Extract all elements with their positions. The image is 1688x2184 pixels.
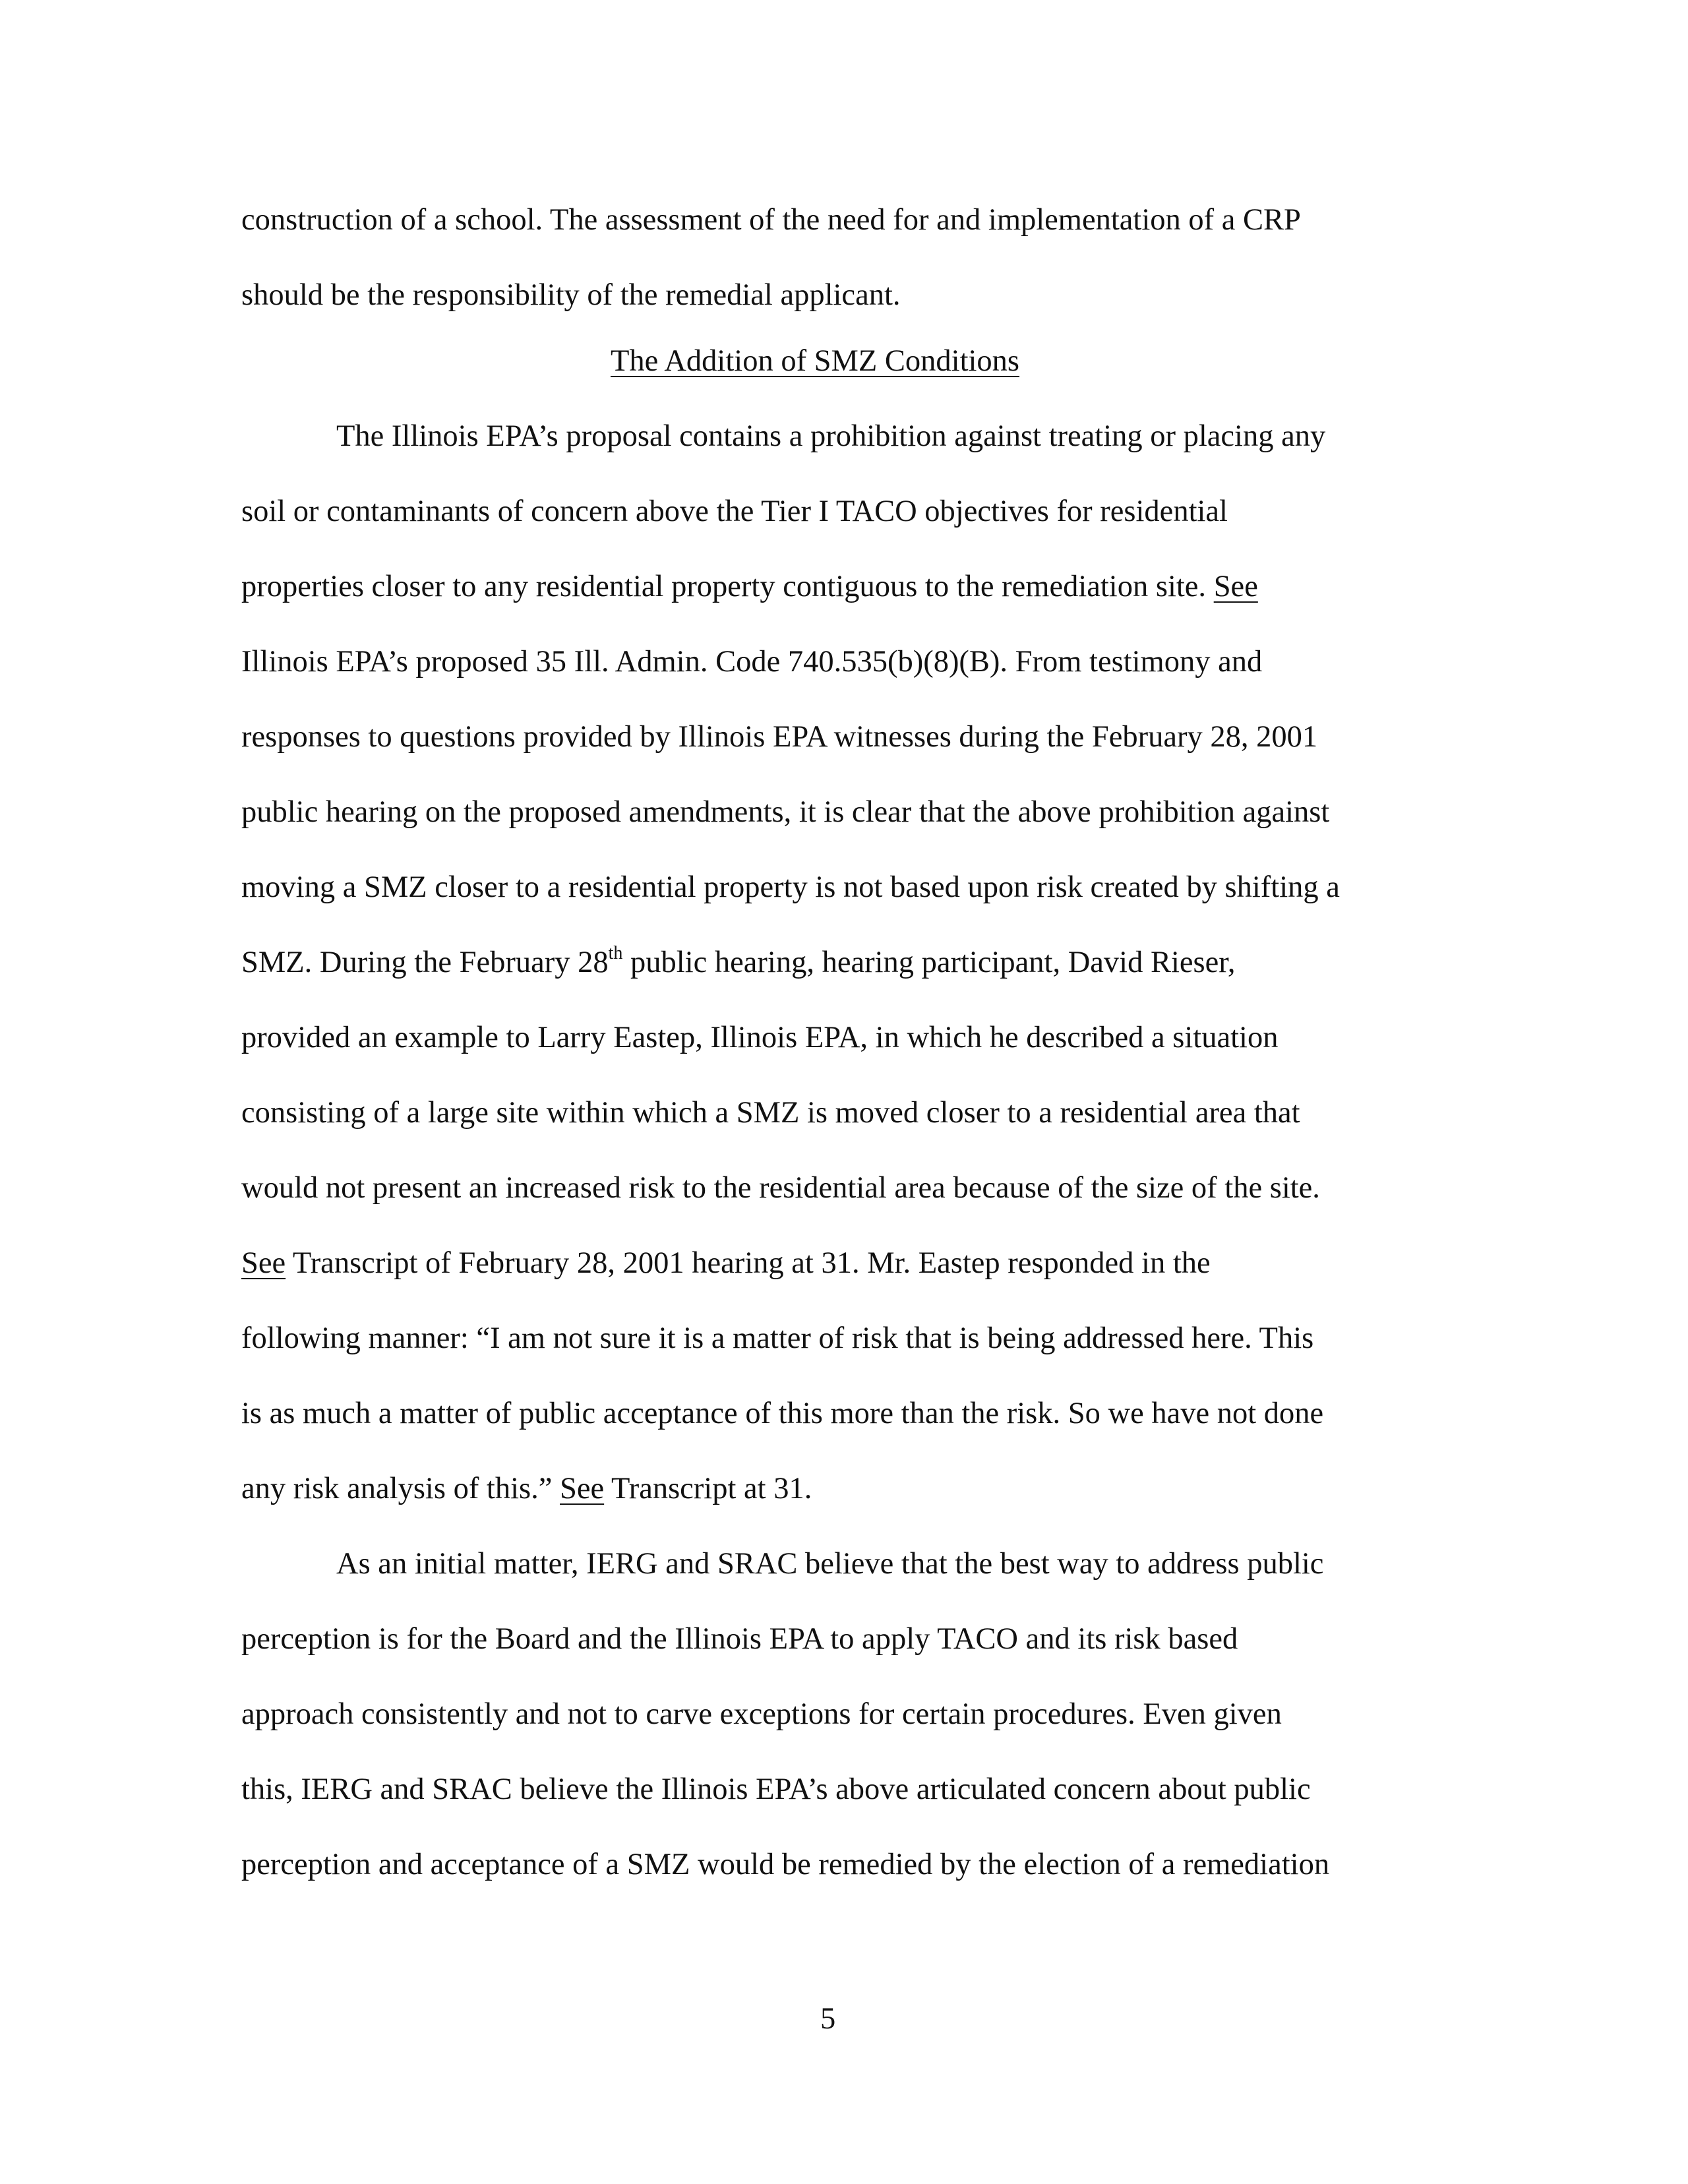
text-span: public hearing, hearing participant, David Rieser, (622, 946, 1236, 979)
text-line: As an initial matter, IERG and SRAC believe that the best way to address public (336, 1547, 1324, 1581)
text-line: following manner: “I am not sure it is a matter of risk that is being addressed here. This (241, 1321, 1314, 1355)
text-span: Transcript at 31. (604, 1472, 812, 1505)
see-citation: See (241, 1246, 286, 1280)
text-line (241, 944, 1236, 981)
text-line: would not present an increased risk to the residential area because of the size of the site. (241, 1171, 1320, 1205)
text-line: soil or contaminants of concern above the Tier I TACO objectives for residential (241, 495, 1228, 528)
text-line: responses to questions provided by Illinois EPA witnesses during the February 28, 2001 (241, 720, 1318, 754)
text-line: approach consistently and not to carve exceptions for certain procedures. Even given (241, 1697, 1282, 1731)
text-line: provided an example to Larry Eastep, Illinois EPA, in which he described a situation (241, 1021, 1279, 1054)
section-heading: The Addition of SMZ Conditions (611, 344, 1020, 378)
text-line (241, 1471, 812, 1507)
text-line: moving a SMZ closer to a residential property is not based upon risk created by shifting a (241, 870, 1340, 904)
text-span: any risk analysis of this.” (241, 1472, 560, 1505)
text-line: The Illinois EPA’s proposal contains a prohibition against treating or placing any (336, 419, 1326, 453)
text-line: consisting of a large site within which a SMZ is moved closer to a residential area that (241, 1096, 1300, 1130)
text-line: perception is for the Board and the Illinois EPA to apply TACO and its risk based (241, 1622, 1238, 1656)
superscript: th (608, 942, 623, 963)
text-line: construction of a school. The assessment of the need for and implementation of a CRP (241, 203, 1301, 237)
text-span: SMZ. During the February 28 (241, 946, 609, 979)
text-line: is as much a matter of public acceptance of this more than the risk. So we have not done (241, 1397, 1324, 1430)
see-citation: See (560, 1472, 605, 1505)
text-line: perception and acceptance of a SMZ would be remedied by the election of a remediation (241, 1848, 1330, 1881)
text-line: should be the responsibility of the remedial applicant. (241, 278, 901, 312)
text-span: Transcript of February 28, 2001 hearing at 31. Mr. Eastep responded in the (286, 1246, 1211, 1280)
text-line (241, 1245, 1211, 1282)
see-citation: See (1213, 570, 1258, 603)
text-line (241, 568, 1258, 605)
text-span: properties closer to any residential property contiguous to the remediation site. (241, 570, 1214, 603)
page-number: 5 (820, 2002, 836, 2036)
text-line: public hearing on the proposed amendments, it is clear that the above prohibition against (241, 795, 1330, 829)
text-line: this, IERG and SRAC believe the Illinois EPA’s above articulated concern about public (241, 1773, 1311, 1806)
text-line: Illinois EPA’s proposed 35 Ill. Admin. Code 740.535(b)(8)(B). From testimony and (241, 645, 1263, 679)
